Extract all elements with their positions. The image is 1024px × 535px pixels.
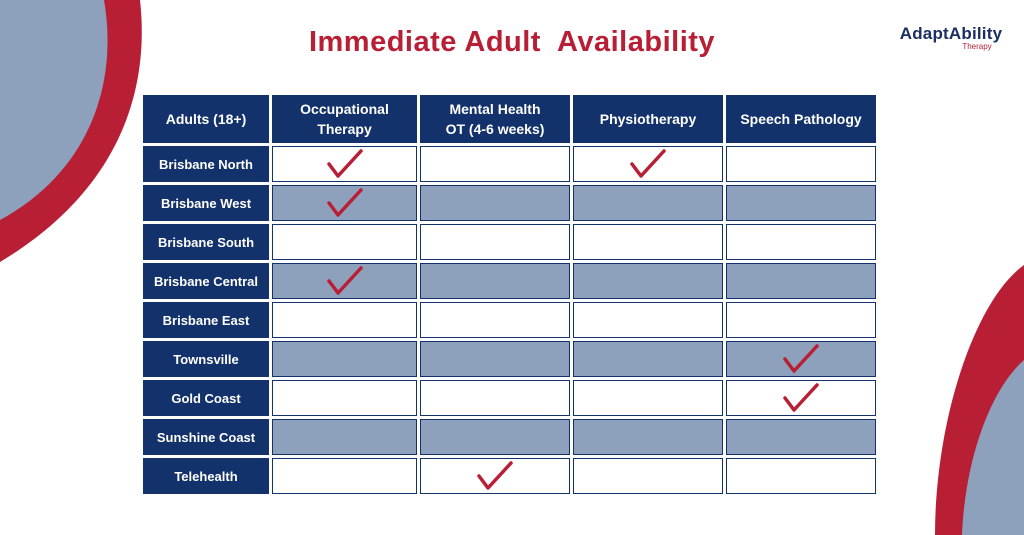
availability-cell bbox=[573, 419, 723, 455]
availability-cell bbox=[726, 341, 876, 377]
availability-table bbox=[140, 92, 879, 497]
availability-cell bbox=[420, 146, 570, 182]
availability-cell bbox=[420, 302, 570, 338]
page-title: Immediate Adult Availability bbox=[308, 26, 716, 58]
availability-cell bbox=[420, 185, 570, 221]
availability-cell bbox=[420, 263, 570, 299]
row-label: Townsville bbox=[143, 341, 269, 377]
column-header-physiotherapy: Physiotherapy bbox=[573, 95, 723, 143]
row-label: Brisbane Central bbox=[143, 263, 269, 299]
logo-wordmark: AdaptAbility bbox=[899, 24, 1003, 43]
row-label: Sunshine Coast bbox=[143, 419, 269, 455]
availability-cell bbox=[420, 341, 570, 377]
availability-cell bbox=[420, 380, 570, 416]
row-label: Brisbane South bbox=[143, 224, 269, 260]
availability-cell bbox=[272, 185, 417, 221]
availability-cell bbox=[420, 419, 570, 455]
availability-cell bbox=[272, 302, 417, 338]
availability-cell bbox=[573, 341, 723, 377]
corner-header: Adults (18+) bbox=[143, 95, 269, 143]
table-row bbox=[143, 224, 876, 260]
availability-cell bbox=[420, 224, 570, 260]
checkmark-icon bbox=[782, 343, 820, 375]
availability-cell bbox=[573, 224, 723, 260]
checkmark-icon bbox=[476, 460, 514, 492]
availability-cell bbox=[573, 380, 723, 416]
availability-cell bbox=[726, 146, 876, 182]
availability-cell bbox=[726, 419, 876, 455]
availability-cell bbox=[272, 380, 417, 416]
availability-cell bbox=[573, 458, 723, 494]
brand-logo bbox=[890, 24, 1012, 51]
availability-cell bbox=[573, 185, 723, 221]
availability-cell bbox=[726, 185, 876, 221]
table-row bbox=[143, 380, 876, 416]
column-header-mental-health-ot: Mental Health OT (4-6 weeks) bbox=[420, 95, 570, 143]
checkmark-icon bbox=[326, 148, 364, 180]
logo-tagline: Therapy bbox=[962, 42, 992, 51]
table-row bbox=[143, 458, 876, 494]
availability-cell bbox=[272, 263, 417, 299]
row-label: Telehealth bbox=[143, 458, 269, 494]
header-row bbox=[143, 95, 876, 143]
availability-cell bbox=[726, 302, 876, 338]
column-header-occupational-therapy: Occupational Therapy bbox=[272, 95, 417, 143]
availability-cell bbox=[726, 263, 876, 299]
table-row bbox=[143, 146, 876, 182]
availability-cell bbox=[272, 458, 417, 494]
checkmark-icon bbox=[629, 148, 667, 180]
checkmark-icon bbox=[782, 382, 820, 414]
availability-cell bbox=[420, 458, 570, 494]
row-label: Brisbane North bbox=[143, 146, 269, 182]
availability-cell bbox=[573, 302, 723, 338]
availability-cell bbox=[573, 263, 723, 299]
row-label: Brisbane East bbox=[143, 302, 269, 338]
table-row bbox=[143, 341, 876, 377]
availability-cell bbox=[272, 146, 417, 182]
availability-cell bbox=[272, 224, 417, 260]
column-header-speech-pathology: Speech Pathology bbox=[726, 95, 876, 143]
availability-cell bbox=[726, 224, 876, 260]
row-label: Gold Coast bbox=[143, 380, 269, 416]
row-label: Brisbane West bbox=[143, 185, 269, 221]
table-row bbox=[143, 419, 876, 455]
checkmark-icon bbox=[326, 265, 364, 297]
checkmark-icon bbox=[326, 187, 364, 219]
availability-cell bbox=[726, 380, 876, 416]
table-row bbox=[143, 185, 876, 221]
table-body bbox=[143, 146, 876, 494]
availability-cell bbox=[272, 419, 417, 455]
availability-cell bbox=[573, 146, 723, 182]
availability-cell bbox=[726, 458, 876, 494]
table-row bbox=[143, 263, 876, 299]
availability-cell bbox=[272, 341, 417, 377]
table-row bbox=[143, 302, 876, 338]
